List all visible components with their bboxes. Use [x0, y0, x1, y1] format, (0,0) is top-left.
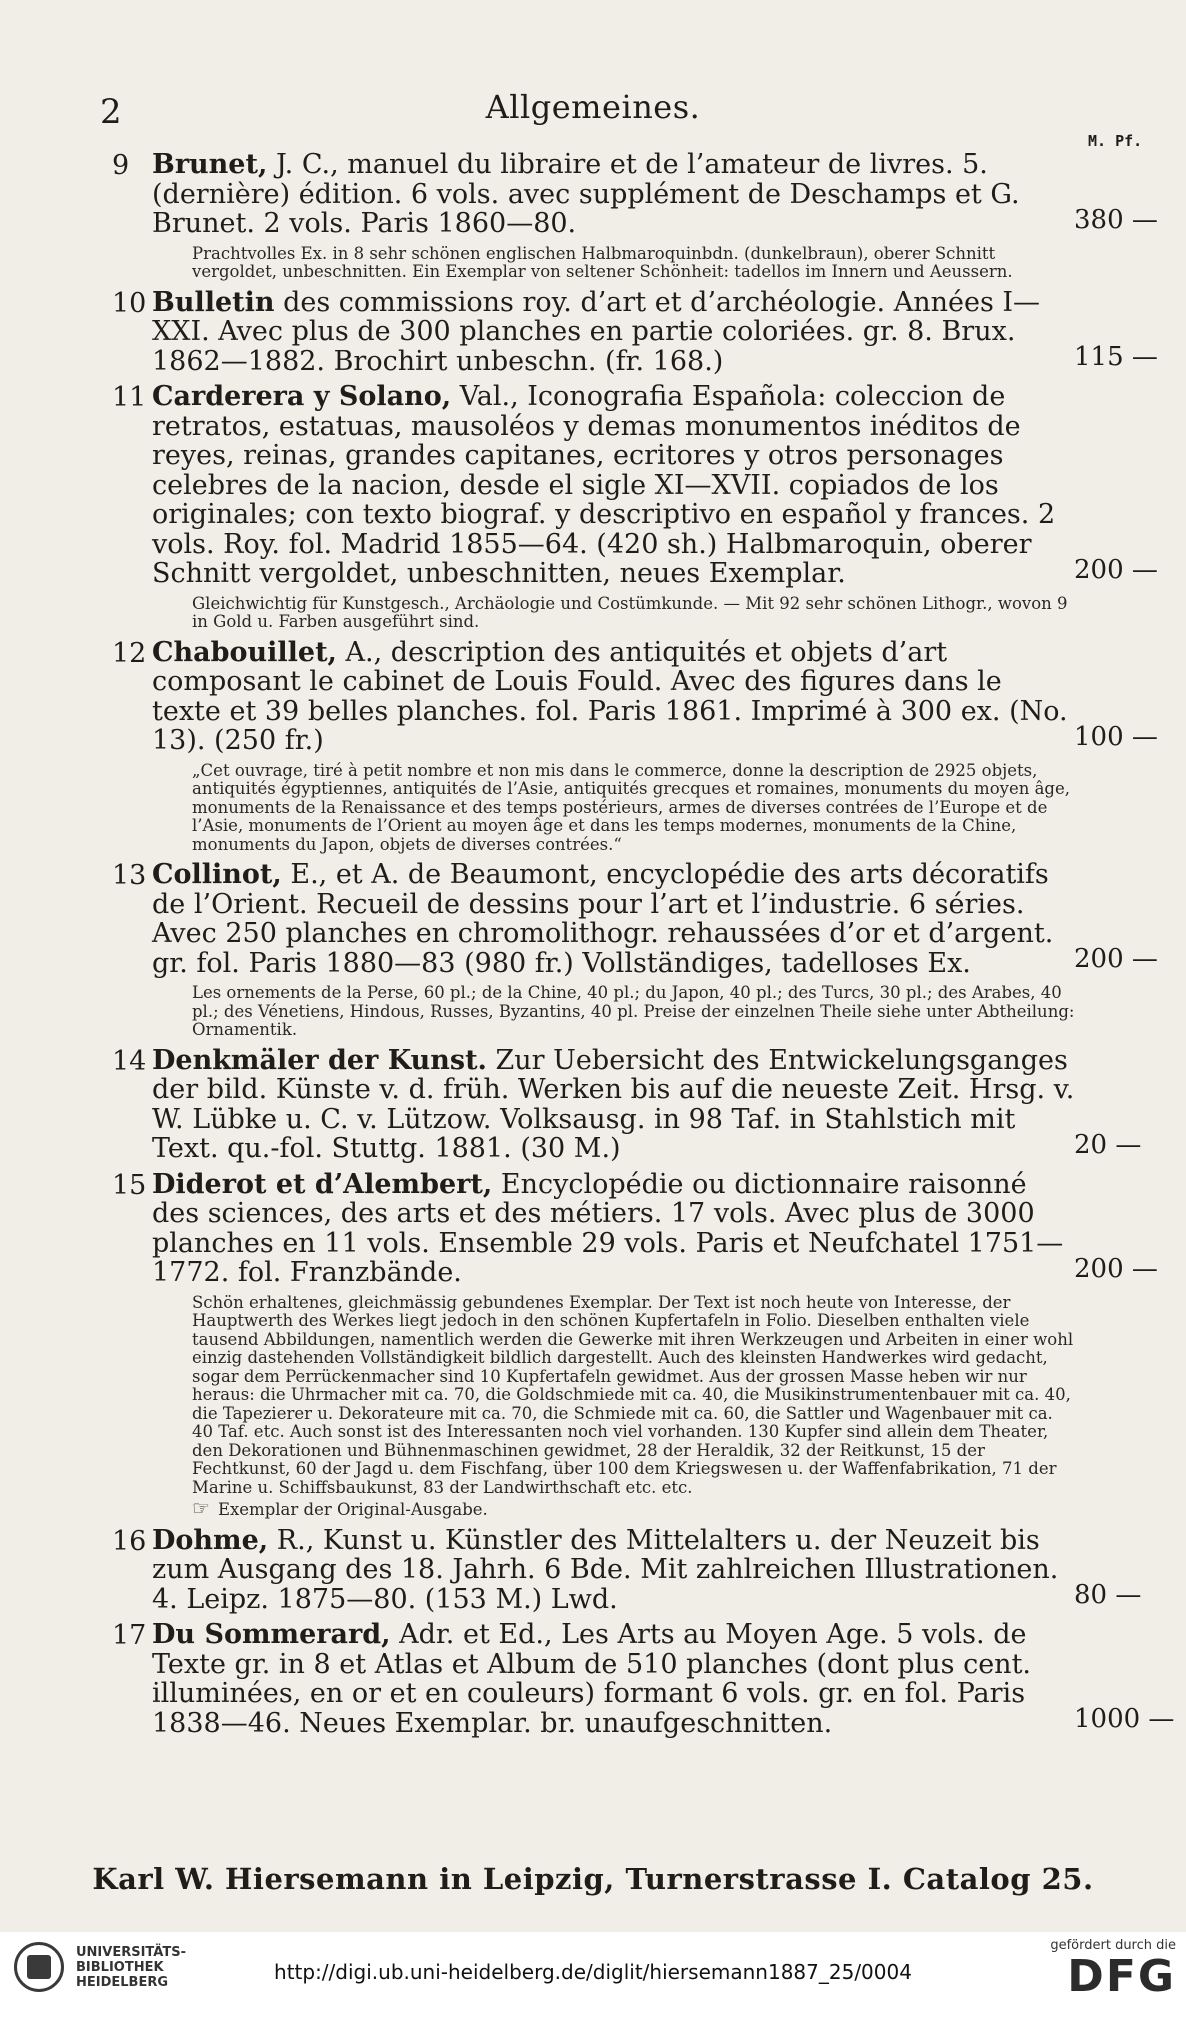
catalog-entry-note-wrap — [0, 984, 1186, 1040]
entry-body — [152, 1170, 1076, 1288]
entry-body — [152, 1526, 1076, 1615]
entry-body — [152, 288, 1076, 377]
catalog-entry — [0, 1620, 1186, 1738]
entry-author: Dohme, — [152, 1524, 269, 1556]
entry-text: Zur Uebersicht des Entwickelungsganges der bild. Künste v. d. früh. Werken bis auf die neueste Zeit. Hrsg. v. W. Lübke u. C. v. Lützow. Volksausg. in 98 Taf. in Stahlstich mit Text. qu.-fol. Stuttg. 1881. (30 M.) — [152, 1044, 1075, 1164]
catalog-entry — [0, 382, 1186, 589]
entry-note-secondary — [192, 1496, 1076, 1520]
entry-text: E., et A. de Beaumont, encyclopédie des arts décoratifs de l’Orient. Recueil de dessins pour l’art et l’industrie. 6 séries. Avec 250 planches en chromolithogr. rehaussées d’or et d’argent. gr. fol. Paris 1880—83 (980 fr.) Vollständiges, tadelloses Ex. — [152, 859, 1054, 979]
entry-author: Du Sommerard, — [152, 1619, 391, 1650]
entry-text: J. C., manuel du libraire et de l’amateur de livres. 5. (dernière) édition. 6 vols. avec supplément de Deschamps et G. Brunet. 2 vols. Paris 1860—80. — [152, 149, 1020, 239]
catalog-entry — [0, 150, 1186, 239]
catalog-entry — [0, 638, 1186, 756]
catalog-entry-note-wrap — [0, 595, 1186, 632]
catalog-entry-note-wrap — [0, 1294, 1186, 1520]
viewer-footer-bar — [0, 1932, 1186, 2017]
entry-text: des commissions roy. d’art et d’archéologie. Années I—XXI. Avec plus de 300 planches en partie coloriées. gr. 8. Brux. 1862—1882. Brochirt unbeschn. (fr. 168.) — [152, 286, 1041, 377]
entry-number: 10 — [112, 287, 147, 319]
catalog-entries — [0, 150, 1186, 1744]
entry-note: Prachtvolles Ex. in 8 sehr schönen englischen Halbmaroquinbdn. (dunkelbraun), oberer Schnitt vergoldet, unbeschnitten. Ein Exemplar von seltener Schönheit: tadellos im Innern und Aeussern. — [192, 243, 1013, 281]
entry-author: Collinot, — [152, 859, 282, 890]
entry-body — [152, 382, 1076, 589]
catalog-entry-note-wrap — [0, 762, 1186, 855]
pointing-hand-icon: ☞ — [192, 1496, 210, 1520]
entry-number: 11 — [112, 382, 147, 413]
entry-author: Bulletin — [152, 286, 275, 318]
entry-number: 15 — [112, 1169, 147, 1201]
entry-author: Denkmäler der Kunst. — [152, 1044, 487, 1076]
entry-note: Les ornements de la Perse, 60 pl.; de la Chine, 40 pl.; du Japon, 40 pl.; des Turcs, 30 pl.; des Arabes, 40 pl.; des Vénetiens, Hindous, Russes, Byzantins, 40 pl. Preise der einzelnen Theile siehe unter Abtheilung: Ornamentik. — [192, 983, 1075, 1039]
entry-price: 100 — — [1074, 721, 1158, 752]
page-title: Allgemeines. — [485, 88, 701, 126]
price-units: M. Pf. — [1088, 132, 1143, 150]
entry-price: 1000 — — [1074, 1704, 1175, 1734]
catalog-entry — [0, 1170, 1186, 1288]
entry-text: A., description des antiquités et objets d’art composant le cabinet de Louis Fould. Avec des figures dans le texte et 39 belles planches. fol. Paris 1861. Imprimé à 300 ex. (No. 13). (250 fr.) — [152, 636, 1068, 756]
entry-body — [152, 150, 1076, 239]
entry-number: 12 — [112, 637, 147, 669]
entry-price: 200 — — [1074, 944, 1158, 974]
entry-number: 17 — [112, 1620, 147, 1651]
entry-text: Encyclopédie ou dictionnaire raisonné des sciences, des arts et des métiers. 17 vols. Avec plus de 3000 planches en 11 vols. Ensemble 29 vols. Paris et Neufchatel 1751—1772. fol. Franzbände. — [152, 1168, 1064, 1288]
entry-price: 200 — — [1074, 1253, 1158, 1284]
entry-author: Diderot et d’Alembert, — [152, 1168, 493, 1200]
entry-number: 13 — [112, 860, 147, 891]
publisher-footer: Karl W. Hiersemann in Leipzig, Turnerstrasse I. Catalog 25. — [92, 1862, 1094, 1896]
entry-author: Brunet, — [152, 149, 268, 180]
entry-text: R., Kunst u. Künstler des Mittelalters u. der Neuzeit bis zum Ausgang des 18. Jahrh. 6 Bde. Mit zahlreichen Illustrationen. 4. Leipz. 1875—80. (153 M.) Lwd. — [152, 1524, 1059, 1615]
entry-price: 380 — — [1074, 204, 1158, 235]
entry-text: Val., Iconografia Española: coleccion de retratos, estatuas, mausoléos y demas monumentos inéditos de reyes, reinas, grandes capitanes, ecritores y otros personages celebres de la nacion, desde el sigle XI—XVII. copiados de los originales; con texto biograf. y descriptivo en español y frances. 2 vols. Roy. fol. Madrid 1855—64. (420 sh.) Halbmaroquin, oberer Schnitt vergoldet, unbeschnitten, neues Exemplar. — [152, 381, 1056, 589]
entry-body — [152, 1620, 1076, 1738]
entry-note-text: Exemplar der Original-Ausgabe. — [217, 1500, 488, 1519]
dfg-wordmark: DFG — [1067, 1951, 1176, 2002]
catalog-entry — [0, 1046, 1186, 1164]
entry-author: Carderera y Solano, — [152, 381, 452, 412]
entry-number: 9 — [112, 150, 130, 181]
entry-price: 80 — — [1074, 1580, 1142, 1610]
library-name: UNIVERSITÄTS- BIBLIOTHEK HEIDELBERG — [76, 1944, 186, 1990]
source-url-link[interactable]: http://digi.ub.uni-heidelberg.de/diglit/hiersemann1887_25/0004 — [274, 1960, 912, 1984]
entry-number: 16 — [112, 1525, 147, 1557]
entry-body — [152, 1046, 1076, 1164]
catalog-entry — [0, 1526, 1186, 1615]
entry-number: 14 — [112, 1045, 147, 1077]
entry-body — [152, 860, 1076, 978]
catalog-entry — [0, 288, 1186, 377]
page-number: 2 — [100, 92, 122, 132]
entry-text: Adr. et Ed., Les Arts au Moyen Age. 5 vols. de Texte gr. in 8 et Atlas et Album de 510 planches (dont plus cent. illuminées, en or et en couleurs) formant 6 vols. gr. en fol. Paris 1838—46. Neues Exemplar. br. unaufgeschnitten. — [152, 1619, 1032, 1739]
entry-price: 115 — — [1074, 342, 1158, 372]
entry-note: Gleichwichtig für Kunstgesch., Archäologie und Costümkunde. — Mit 92 sehr schönen Lithogr., wovon 9 in Gold u. Farben ausgeführt sind. — [192, 593, 1068, 631]
entry-body — [152, 638, 1076, 756]
dfg-logo[interactable] — [1050, 1938, 1176, 2001]
entry-price: 20 — — [1074, 1129, 1142, 1160]
entry-note: Schön erhaltenes, gleichmässig gebundenes Exemplar. Der Text ist noch heute von Interesse, der Hauptwerth des Werkes liegt jedoch in den schönen Kupfertafeln in Folio. Dieselben enthalten viele tausend Abbildungen, namentlich werden die Gewerke mit ihren Werkzeugen und Arbeiten in einer wohl einzig dastehenden Vollständigkeit bildlich dargestellt. Auch des kleinsten Handwerkes wird gedacht, sogar dem Perrückenmacher sind 10 Kupfertafeln gewidmet. Aus der grossen Masse heben wir nur heraus: die Uhrmacher mit ca. 70, die Goldschmiede mit ca. 40, die Musikinstrumentenbauer mit ca. 40, die Tapezierer u. Dekorateure mit ca. 70, die Schmiede mit ca. 60, die Sattler und Wagenbauer mit ca. 40 Taf. etc. Auch sonst ist des Interessanten noch viel vorhanden. 130 Kupfer sind allein dem Theater, den Dekorationen und Bühnenmaschinen gewidmet, 28 der Heraldik, 32 der Reitkunst, 15 der Fechtkunst, 60 der Jagd u. dem Fischfang, über 100 dem Kriegswesen u. der Waffenfabrikation, 71 der Marine u. Schiffsbaukunst, 83 der Landwirthschaft etc. etc. — [192, 1292, 1074, 1497]
catalog-entry-note-wrap — [0, 245, 1186, 282]
entry-note: „Cet ouvrage, tiré à petit nombre et non mis dans le commerce, donne la description de 2925 objets, antiquités égyptiennes, antiquités de l’Asie, antiquités grecques et romaines, monuments du moyen âge, monuments de la Renaissance et des temps postérieurs, armes de diverses contrées de l’Europe et de l’Asie, monuments de l’Orient au moyen âge et dans les temps modernes, monuments de la Chine, monuments du Japon, objets de diverses contrées.“ — [192, 760, 1070, 854]
catalog-entry — [0, 860, 1186, 978]
funded-by-label: gefördert durch die — [1050, 1938, 1176, 1953]
entry-price: 200 — — [1074, 554, 1158, 585]
entry-author: Chabouillet, — [152, 636, 337, 668]
